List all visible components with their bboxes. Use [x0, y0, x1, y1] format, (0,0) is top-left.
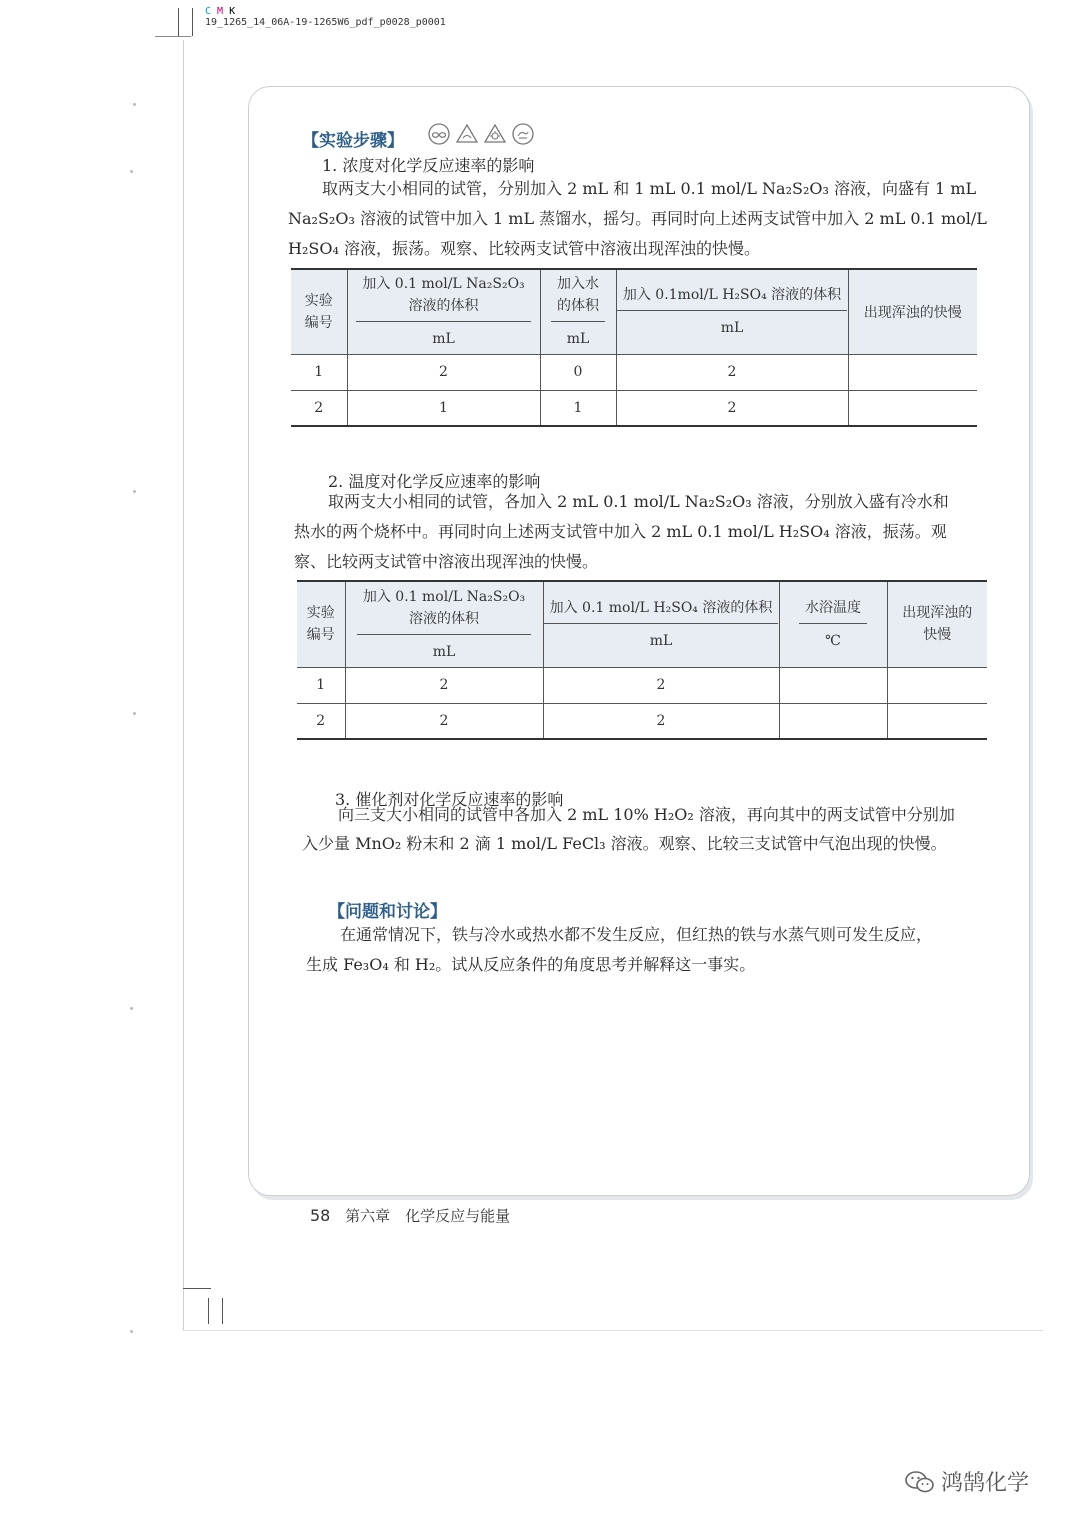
cell-turbidity — [848, 354, 977, 390]
temperature-table — [297, 580, 987, 740]
col-label-line: 出现浑浊的 — [902, 605, 973, 622]
step1-line2: Na₂S₂O₃ 溶液的试管中加入 1 mL 蒸馏水，摇匀。再同时向上述两支试管中加入 2 mL 0.1 mol/L — [288, 209, 987, 228]
col-unit: mL — [432, 331, 455, 348]
col-label-line: 加入 0.1 mol/L Na₂S₂O₃ — [362, 276, 525, 293]
table-row — [291, 390, 977, 426]
scan-dot — [133, 103, 136, 106]
col-unit: mL — [566, 331, 590, 348]
goggles-icon — [428, 123, 450, 145]
col-label: 加入 0.1mol/L H₂SO₄ 溶液的体积 — [617, 284, 847, 311]
col-label — [902, 605, 972, 643]
cell-num: 1 — [291, 354, 347, 390]
step3-line2: 入少量 MnO₂ 粉末和 2 滴 1 mol/L FeCl₃ 溶液。观察、比较三支试管中气泡出现的快慢。 — [302, 834, 947, 853]
col-water-volume — [540, 269, 616, 354]
cmyk-marks — [205, 6, 446, 17]
col-unit: mL — [432, 643, 456, 660]
hand-wash-icon — [512, 123, 534, 145]
cell-h2so4: 2 — [543, 667, 779, 703]
col-label: 加入 0.1 mol/L H₂SO₄ 溶液的体积 — [544, 597, 779, 624]
col-label-line: 加入 0.1 mol/L Na₂S₂O₃ — [362, 588, 526, 605]
col-unit: ℃ — [825, 632, 841, 649]
watermark-text: 鸿鹄化学 — [941, 1471, 1030, 1496]
cell-num: 1 — [297, 667, 345, 703]
step1-heading: 1. 浓度对化学反应速率的影响 — [322, 156, 535, 175]
col-label — [356, 273, 530, 322]
steps-label: 【实验步骤】 — [302, 131, 404, 151]
step1-line1: 取两支大小相同的试管，分别加入 2 mL 和 1 mL 0.1 mol/L Na₂S₂O₃ 溶液，向盛有 1 mL — [322, 179, 977, 198]
step2-line1: 取两支大小相同的试管，各加入 2 mL 0.1 mol/L Na₂S₂O₃ 溶液，分别放入盛有冷水和 — [328, 492, 949, 511]
cell-water: 0 — [540, 354, 616, 390]
watermark — [905, 1466, 1029, 1497]
page-edge — [183, 1330, 1043, 1331]
col-label — [551, 273, 605, 322]
col-label-line: 加入水 — [557, 276, 599, 293]
scan-dot — [133, 712, 136, 715]
cmyk-c: C — [205, 6, 212, 17]
cell-turbidity — [887, 667, 987, 703]
crop-mark — [208, 1298, 209, 1324]
concentration-table — [291, 268, 977, 427]
step2-line3: 察、比较两支试管中溶液出现浑浊的快慢。 — [294, 552, 599, 571]
col-turbidity-speed — [848, 269, 977, 354]
cell-h2so4: 2 — [543, 703, 779, 739]
cell-num: 2 — [297, 703, 345, 739]
discussion-line2: 生成 Fe₃O₄ 和 H₂。试从反应条件的角度思考并解释这一事实。 — [306, 955, 756, 974]
table-row — [291, 354, 977, 390]
discussion-label: 【问题和讨论】 — [328, 902, 447, 922]
col-bath-temperature — [779, 581, 887, 667]
col-label: 实验编号 — [304, 292, 333, 331]
crop-mark — [222, 1298, 223, 1324]
col-label-line: 的体积 — [557, 298, 599, 315]
col-label-line: 溶液的体积 — [408, 298, 479, 315]
cell-num: 2 — [291, 390, 347, 426]
col-experiment-number — [291, 269, 347, 354]
cell-na2s2o3: 2 — [345, 667, 543, 703]
col-na2s2o3-volume — [345, 581, 543, 667]
cmyk-m: M — [217, 6, 224, 17]
col-h2so4-volume — [616, 269, 848, 354]
col-label-line: 溶液的体积 — [409, 610, 479, 627]
hazard-icon — [456, 123, 478, 145]
scan-dot — [130, 1007, 133, 1010]
page-edge — [183, 40, 184, 1330]
cell-na2s2o3: 2 — [345, 703, 543, 739]
col-label: 水浴温度 — [799, 597, 867, 624]
page-footer — [310, 1205, 510, 1226]
col-unit: mL — [720, 320, 744, 337]
col-na2s2o3-volume — [347, 269, 540, 354]
col-label-line: 快慢 — [923, 627, 952, 644]
table-row — [297, 667, 987, 703]
print-mark — [205, 6, 446, 28]
step3-heading: 3. 催化剂对化学反应速率的影响 — [335, 790, 564, 809]
col-turbidity-speed — [887, 581, 987, 667]
cmyk-k: K — [229, 6, 236, 17]
col-unit: mL — [649, 632, 673, 649]
table-row — [297, 703, 987, 739]
col-label: 出现浑浊的快慢 — [863, 304, 962, 321]
step3-line1: 向三支大小相同的试管中各加入 2 mL 10% H₂O₂ 溶液，再向其中的两支试管中分别加 — [338, 805, 955, 824]
safety-icons — [428, 123, 534, 145]
cell-na2s2o3: 2 — [347, 354, 540, 390]
scan-dot — [130, 170, 133, 173]
page-number: 58 — [310, 1206, 331, 1225]
chapter-title: 第六章 化学反应与能量 — [345, 1207, 511, 1225]
discussion-line1: 在通常情况下，铁与冷水或热水都不发生反应，但红热的铁与水蒸气则可发生反应， — [340, 925, 933, 944]
cell-h2so4: 2 — [616, 390, 848, 426]
scan-dot — [133, 490, 136, 493]
col-label: 实验编号 — [306, 605, 335, 644]
crop-mark — [192, 8, 193, 36]
cell-temperature — [779, 703, 887, 739]
col-h2so4-volume — [543, 581, 779, 667]
scan-dot — [130, 1330, 133, 1333]
step2-line2: 热水的两个烧杯中。再同时向上述两支试管中加入 2 mL 0.1 mol/L H₂SO₄ 溶液，振荡。观 — [294, 522, 947, 541]
step2-heading: 2. 温度对化学反应速率的影响 — [328, 472, 541, 491]
cell-temperature — [779, 667, 887, 703]
cell-turbidity — [887, 703, 987, 739]
cell-na2s2o3: 1 — [347, 390, 540, 426]
cell-turbidity — [848, 390, 977, 426]
ventilation-icon — [484, 123, 506, 145]
cell-water: 1 — [540, 390, 616, 426]
crop-mark — [183, 1288, 211, 1289]
crop-mark — [155, 36, 191, 37]
wechat-icon — [905, 1470, 935, 1494]
crop-mark — [178, 8, 179, 36]
step1-line3: H₂SO₄ 溶液，振荡。观察、比较两支试管中溶液出现浑浊的快慢。 — [288, 239, 760, 258]
file-id: 19_1265_14_06A-19-1265W6_pdf_p0028_p0001 — [205, 17, 446, 28]
col-experiment-number — [297, 581, 345, 667]
col-label — [357, 586, 531, 635]
cell-h2so4: 2 — [616, 354, 848, 390]
